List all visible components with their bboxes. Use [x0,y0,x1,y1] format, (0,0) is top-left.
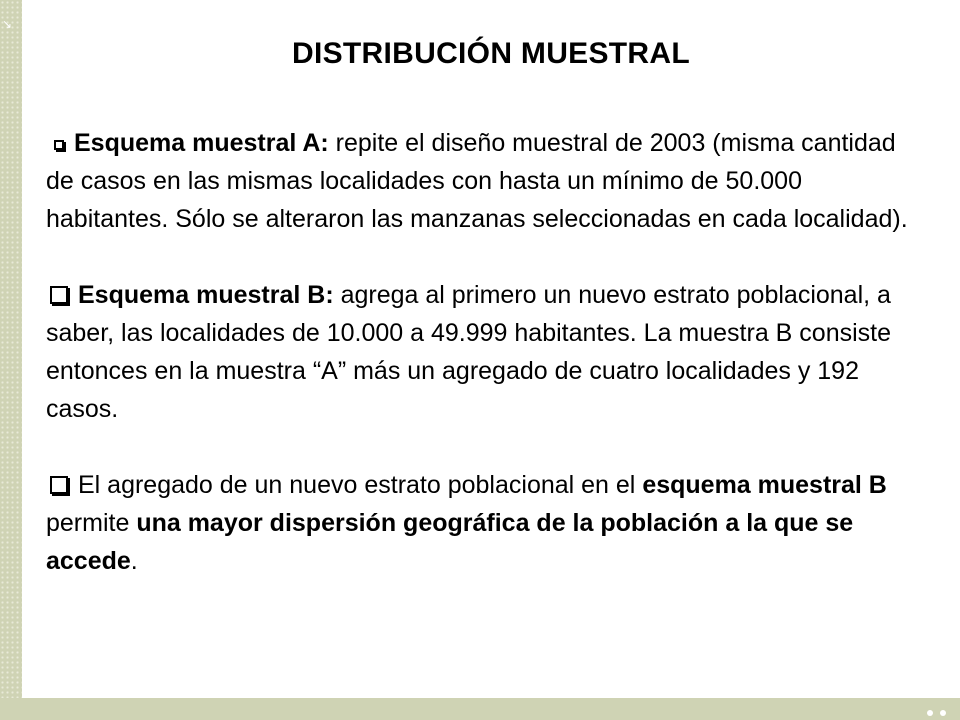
paragraph-text: agrega al primero un nuevo estrato poblacional, a saber, las localidades de 10.000 a 49.999 habitantes. La muestra B consiste entonces en la muestra “A” más un agregado de cuatro localidades y 192 casos. [46,281,892,423]
dot-icon [927,710,933,716]
paragraph-esquema-a [46,124,926,238]
left-frame-border [0,0,22,720]
slide [22,0,960,698]
checkbox-bullet-icon [50,286,68,304]
paragraph-esquema-b [46,276,926,428]
paragraph-text: permite [46,509,137,537]
checkbox-bullet-icon [54,140,64,150]
arrow-down-right-icon: ↘ [2,17,13,31]
paragraph-bold: esquema muestral B [642,471,887,499]
slide-body [46,124,926,580]
paragraph-text: . [130,547,138,575]
slide-title: DISTRIBUCIÓN MUESTRAL [292,37,690,70]
paragraph-agregado [46,466,926,580]
decorative-dots [927,710,946,716]
paragraph-lead: Esquema muestral A: [74,129,329,157]
paragraph-text: El agregado de un nuevo estrato poblacional en el [78,471,643,499]
paragraph-bold: una mayor dispersión geográfica de la población a la que se accede [46,509,854,575]
dot-icon [940,710,946,716]
paragraph-text: repite el diseño muestral de 2003 (misma cantidad de casos en las mismas localidades con hasta un mínimo de 50.000 habitantes. Sólo se alteraron las manzanas seleccionadas en cada localidad). [46,129,908,233]
checkbox-bullet-icon [50,476,68,494]
paragraph-lead: Esquema muestral B: [78,281,334,309]
bottom-frame-border [0,698,960,720]
